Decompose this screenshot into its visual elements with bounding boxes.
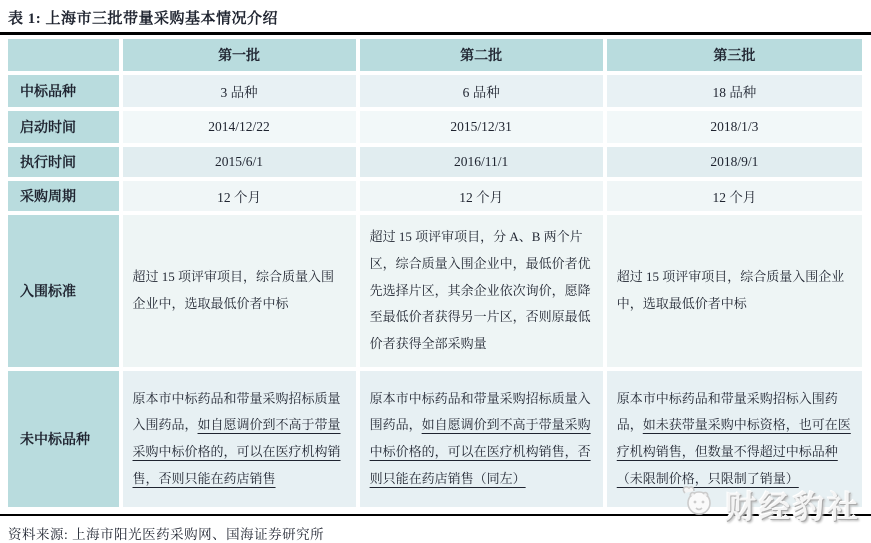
cell: 12 个月 (607, 181, 862, 211)
cell: 超过 15 项评审项目，综合质量入围企业中，选取最低价者中标 (123, 215, 356, 367)
cell-text-plain: 原本市中标药品和带量采购招标质量入围药品， (132, 390, 341, 433)
source-text: 资料来源: 上海市阳光医药采购网、国海证券研究所 (8, 527, 325, 542)
table-header-row (8, 39, 862, 71)
cell: 3 品种 (123, 75, 356, 107)
table-row-winning-varieties (8, 75, 862, 107)
cell-text-plain: 原本市中标药品和带量采购招标入围药品， (616, 390, 838, 433)
cell: 6 品种 (360, 75, 603, 107)
cell (607, 371, 862, 507)
cell: 2014/12/22 (123, 111, 356, 143)
corner-cell (8, 39, 119, 71)
cell: 2015/12/31 (360, 111, 603, 143)
row-label: 执行时间 (8, 147, 119, 177)
cell: 12 个月 (123, 181, 356, 211)
cell: 超过 15 项评审项目，综合质量入围企业中，选取最低价者中标 (607, 215, 862, 367)
row-label: 入围标准 (8, 215, 119, 367)
cell-text-underlined: 如自愿调价到不高于带量采购中标价格的，可以在医疗机构销售，否则只能在药店销售 (132, 417, 341, 486)
cell: 2016/11/1 (360, 147, 603, 177)
table-row-procurement-cycle (8, 181, 862, 211)
cell: 18 品种 (607, 75, 862, 107)
row-label: 中标品种 (8, 75, 119, 107)
procurement-table (4, 35, 866, 511)
cell-text-underlined: 如自愿调价到不高于带量采购中标价格的，可以在医疗机构销售，否则只能在药店销售（同左） (369, 417, 591, 486)
table-row-shortlist-criteria (8, 215, 862, 367)
col-header-batch-1: 第一批 (123, 39, 356, 71)
page-title: 表 1: 上海市三批带量采购基本情况介绍 (8, 11, 278, 27)
cell: 2018/9/1 (607, 147, 862, 177)
cell: 超过 15 项评审项目，分 A、B 两个片区，综合质量入围企业中，最低价者优先选择片区，其余企业依次询价，愿降至最低价者获得另一片区，否则原最低价者获得全部采购量 (360, 215, 603, 367)
cell-text-underlined: 如未获带量采购中标资格，也可在医疗机构销售，但数量不得超过中标品种（未限制价格，只限制了销量） (616, 417, 851, 486)
table-row-non-winning-varieties (8, 371, 862, 507)
cell (360, 371, 603, 507)
cell: 12 个月 (360, 181, 603, 211)
col-header-batch-2: 第二批 (360, 39, 603, 71)
cell: 2015/6/1 (123, 147, 356, 177)
cell (123, 371, 356, 507)
table-row-execution-time (8, 147, 862, 177)
watermark-text: 财经豹社 (725, 490, 861, 525)
cell-text-plain: 原本市中标药品和带量采购招标质量入围药品， (369, 390, 591, 433)
table-row-start-time (8, 111, 862, 143)
row-label: 未中标品种 (8, 371, 119, 507)
cell: 2018/1/3 (607, 111, 862, 143)
col-header-batch-3: 第三批 (607, 39, 862, 71)
row-label: 启动时间 (8, 111, 119, 143)
row-label: 采购周期 (8, 181, 119, 211)
